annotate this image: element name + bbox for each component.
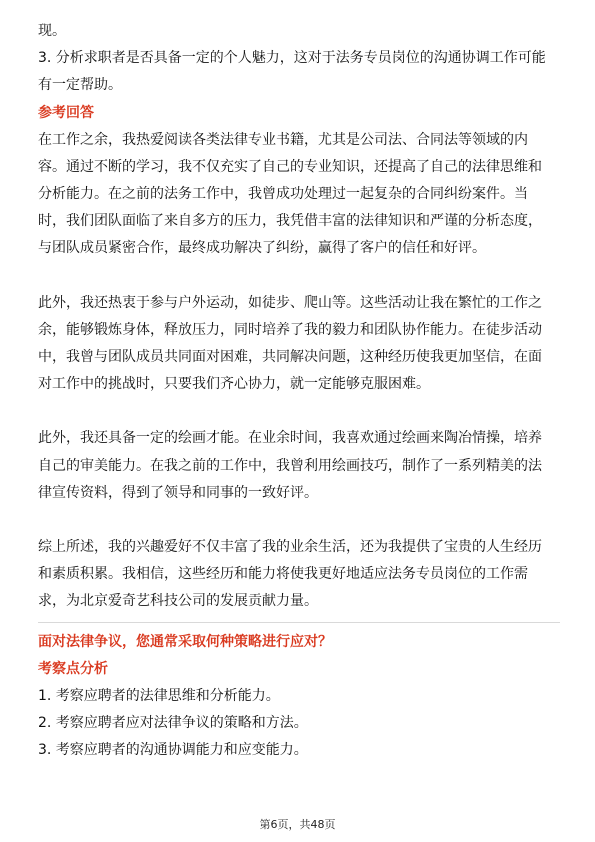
intro-line: 3. 分析求职者是否具备一定的个人魅力，这对于法务专员岗位的沟通协调工作可能 bbox=[38, 50, 546, 67]
paragraph-line: 综上所述，我的兴趣爱好不仅丰富了我的业余生活，还为我提供了宝贵的人生经历 bbox=[38, 539, 542, 556]
paragraph-line: 与团队成员紧密合作，最终成功解决了纠纷，赢得了客户的信任和好评。 bbox=[38, 240, 486, 257]
answer-heading: 参考回答 bbox=[38, 104, 94, 121]
paragraph-line: 余，能够锻炼身体，释放压力，同时培养了我的毅力和团队协作能力。在徒步活动 bbox=[38, 321, 542, 338]
analysis-list bbox=[38, 683, 560, 765]
question-title: 面对法律争议，您通常采取何种策略进行应对？ bbox=[38, 633, 332, 650]
paragraph-line: 分析能力。在之前的法务工作中，我曾成功处理过一起复杂的合同纠纷案件。当 bbox=[38, 186, 528, 203]
paragraph-line: 和素质积累。我相信，这些经历和能力将使我更好地适应法务专员岗位的工作需 bbox=[38, 566, 528, 583]
answer-paragraph bbox=[38, 534, 560, 616]
paragraph-line: 中，我曾与团队成员共同面对困难，共同解决问题，这种经历使我更加坚信，在面 bbox=[38, 349, 542, 366]
paragraph-line: 自己的审美能力。在我之前的工作中，我曾利用绘画技巧，制作了一系列精美的法 bbox=[38, 457, 542, 474]
paragraph-line: 时，我们团队面临了来自多方的压力，我凭借丰富的法律知识和严谨的分析态度， bbox=[38, 213, 542, 230]
paragraph-line: 求，为北京爱奇艺科技公司的发展贡献力量。 bbox=[38, 593, 318, 610]
analysis-item: 1. 考察应聘者的法律思维和分析能力。 bbox=[38, 687, 280, 704]
page-number: 第6页，共48页 bbox=[259, 818, 336, 831]
paragraph-line: 此外，我还具备一定的绘画才能。在业余时间，我喜欢通过绘画来陶冶情操，培养 bbox=[38, 430, 542, 447]
intro-line: 有一定帮助。 bbox=[38, 77, 122, 94]
answer-paragraph bbox=[38, 425, 560, 507]
intro-section bbox=[38, 18, 560, 100]
document-page bbox=[38, 18, 560, 764]
intro-line: 现。 bbox=[38, 23, 66, 39]
analysis-heading: 考察点分析 bbox=[38, 660, 108, 677]
paragraph-line: 律宣传资料，得到了领导和同事的一致好评。 bbox=[38, 484, 318, 501]
analysis-item: 3. 考察应聘者的沟通协调能力和应变能力。 bbox=[38, 742, 308, 759]
paragraph-line: 容。通过不断的学习，我不仅充实了自己的专业知识，还提高了自己的法律思维和 bbox=[38, 158, 542, 175]
paragraph-line: 在工作之余，我热爱阅读各类法律专业书籍，尤其是公司法、合同法等领域的内 bbox=[38, 131, 528, 148]
analysis-item: 2. 考察应聘者应对法律争议的策略和方法。 bbox=[38, 714, 308, 731]
answer-paragraph bbox=[38, 290, 560, 399]
answer-paragraph bbox=[38, 127, 560, 263]
paragraph-line: 此外，我还热衷于参与户外运动，如徒步、爬山等。这些活动让我在繁忙的工作之 bbox=[38, 294, 542, 311]
paragraph-line: 对工作中的挑战时，只要我们齐心协力，就一定能够克服困难。 bbox=[38, 376, 430, 393]
section-divider bbox=[38, 622, 560, 623]
